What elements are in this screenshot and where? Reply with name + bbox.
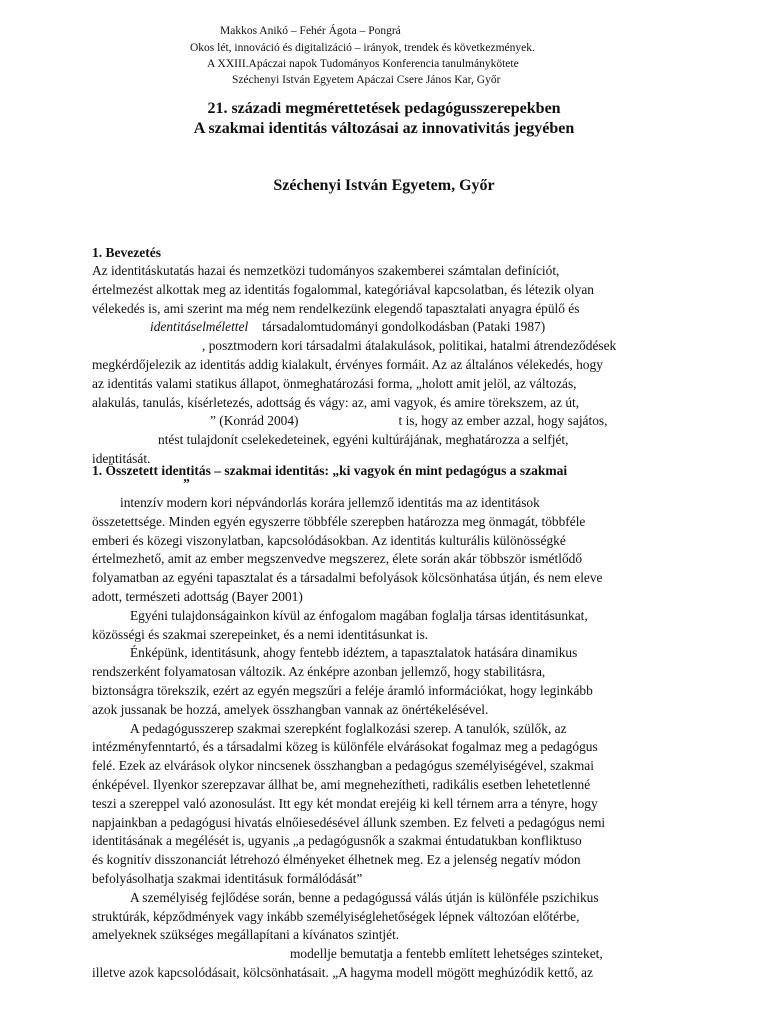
text-line bbox=[92, 318, 674, 337]
section-heading-intro: 1. Bevezetés bbox=[92, 245, 161, 260]
header-institution: Széchenyi István Egyetem Apáczai Csere János Kar, Győr bbox=[232, 74, 501, 86]
text-line: A pedagógusszerep szakmai szerepként foglalkozási szerep. A tanulók, szülők, az bbox=[130, 720, 567, 736]
text-line: folyamatban az egyéni tapasztalat és a társadalmi befolyások kölcsönhatása útján, és nem eleve bbox=[92, 570, 603, 586]
text-line: közösségi és szakmai szerepeinket, és a nemi identitásunkat is. bbox=[92, 626, 429, 642]
text-line: identitását. bbox=[92, 450, 151, 466]
header-conference: A XXIII.Apáczai napok Tudományos Konferencia tanulmánykötete bbox=[207, 58, 519, 70]
text-line: intézményfenntartó, és a társadalmi közeg is különféle elvárásokat fogalmaz meg a pedagógus bbox=[92, 739, 598, 755]
text-line: illetve azok kapcsolódásait, kölcsönhatásait. „A hagyma modell mögött meghúzódik kettő, az bbox=[92, 964, 593, 980]
paragraph bbox=[92, 494, 674, 607]
section-identity-body bbox=[92, 494, 674, 983]
text-line: amelyeknek szükséges megállapítani a kívánatos szintjét. bbox=[92, 927, 400, 943]
text-line: értelmezhető, amit az ember megszenvedve megszerez, élete során akár többször ismétlődő bbox=[92, 551, 583, 567]
text-line: biztonságra törekszik, ezért az egyén megszűri a feléje áramló információkat, hogy leginkább bbox=[92, 682, 593, 698]
paper-title-line2: A szakmai identitás változásai az innovativitás jegyében bbox=[193, 120, 575, 137]
text-line: Az identitáskutatás hazai és nemzetközi tudományos szakemberei számtalan definíciót, bbox=[92, 263, 560, 278]
text-line: felé. Ezek az elvárások olykor nincsenek összhangban a pedagógus személyiségével, szakmai bbox=[92, 758, 594, 774]
section-intro-body bbox=[92, 262, 674, 469]
text-fragment: ntést tulajdonít cselekedeteinek, egyéni kultúrájának, meghatározza a selfjét, bbox=[158, 432, 569, 448]
text-line: adott, természeti adottság (Bayer 2001) bbox=[92, 588, 303, 604]
italic-term: identitáselmélettel bbox=[150, 319, 249, 335]
section-heading-identity: 1. Összetett identitás – szakmai identitás: „ki vagyok én mint pedagógus a szakmai bbox=[92, 463, 568, 478]
text-line: identitásának a megélését is, ugyanis „a pedagógusnők a szakmai éntudatukban konfliktuso bbox=[92, 833, 582, 849]
text-line bbox=[92, 431, 674, 450]
header-book-title: Okos lét, innováció és digitalizáció – irányok, trendek és következmények. bbox=[190, 42, 535, 54]
paragraph bbox=[92, 644, 674, 719]
text-fragment: t is, hogy az ember azzal, hogy sajátos, bbox=[398, 413, 608, 429]
text-fragment: , posztmodern kori társadalmi átalakulások, politikai, hatalmi átrendeződések bbox=[202, 338, 617, 354]
text-line: modellje bemutatja a fentebb említett lehetséges szinteket, bbox=[290, 946, 603, 962]
text-fragment: ” (Konrád 2004) bbox=[210, 413, 299, 429]
paragraph bbox=[92, 607, 674, 645]
text-line: rendszerként folyamatosan változik. Az énképre azonban jellemző, hogy stabilitásra, bbox=[92, 664, 546, 680]
text-line: értelmezést alkottak meg az identitás fogalommal, kategóriával kapcsolatban, és létezik olyan bbox=[92, 281, 594, 297]
text-line bbox=[92, 412, 674, 431]
text-line: az identitás valami statikus állapot, önmeghatározási forma, „holott amit jelöl, az változás, bbox=[92, 375, 577, 391]
text-line: emberi és közegi viszonylatban, kapcsolódásokban. Az identitás kulturális különösségké bbox=[92, 532, 566, 548]
text-line: énképével. Ilyenkor szerepzavar állhat be, ami megnehezítheti, radikális esetben lehetetlenné bbox=[92, 776, 591, 792]
text-line: vélekedés is, ami szerint ma még nem rendelkezünk elegendő tapasztalati anyagra épülő és bbox=[92, 300, 580, 316]
text-fragment: társadalomtudományi gondolkodásban (Pataki 1987) bbox=[262, 319, 546, 335]
text-line: A személyiség fejlődése során, benne a pedagógussá válás útján is különféle pszichikus bbox=[130, 889, 599, 905]
affiliation: Széchenyi István Egyetem, Győr bbox=[273, 177, 495, 194]
text-line: struktúrák, képződmények vagy inkább személyiséglehetőségek lépnek változóan előtérbe, bbox=[92, 908, 580, 924]
paper-title-line1: 21. századi megmérettetések pedagógusszerepekben bbox=[207, 100, 561, 117]
text-line bbox=[92, 337, 674, 356]
paragraph bbox=[92, 945, 674, 983]
text-line: napjainkban a pedagógusi hivatás elnőiesedésével állunk szemben. Ez felveti a pedagógus nemi bbox=[92, 814, 606, 830]
text-line: Énképünk, identitásunk, ahogy fentebb idéztem, a tapasztalatok hatására dinamikus bbox=[130, 645, 578, 661]
text-line: Egyéni tulajdonságainkon kívül az énfogalom magában foglalja társas identitásunkat, bbox=[130, 607, 588, 623]
paragraph bbox=[92, 720, 674, 889]
text-line: összetettsége. Minden egyén egyszerre többféle szerepben határozza meg önmagát, többféle bbox=[92, 513, 586, 529]
text-line: alakulás, tanulás, kísérletezés, adottság és vágy: az, ami vagyok, és amire törekszem, az út, bbox=[92, 394, 580, 410]
header-authors: Makkos Anikó – Fehér Ágota – Pongrá bbox=[220, 25, 401, 37]
text-line: azok jussanak be hozzá, amelyek összhangban vannak az önértékelésével. bbox=[92, 701, 489, 717]
text-line: teszi a szereppel való azonosulást. Itt egy két mondat erejéig ki kell térnem arra a tényre, hogy bbox=[92, 795, 598, 811]
section-heading-identity-cont: ” bbox=[183, 476, 190, 491]
paragraph bbox=[92, 889, 674, 945]
text-line: befolyásolhatja szakmai identitásuk formálódását” bbox=[92, 870, 363, 886]
text-line: megkérdőjelezik az identitás addig kialakult, érvényes formáit. Az az általános vélekedés, hogy bbox=[92, 356, 603, 372]
text-line: intenzív modern kori népvándorlás korára jellemző identitás ma az identitások bbox=[120, 495, 540, 510]
text-line: és kognitív disszonanciát létrehozó élményeket élhetnek meg. Ez a jelenség negatív módon bbox=[92, 852, 581, 868]
